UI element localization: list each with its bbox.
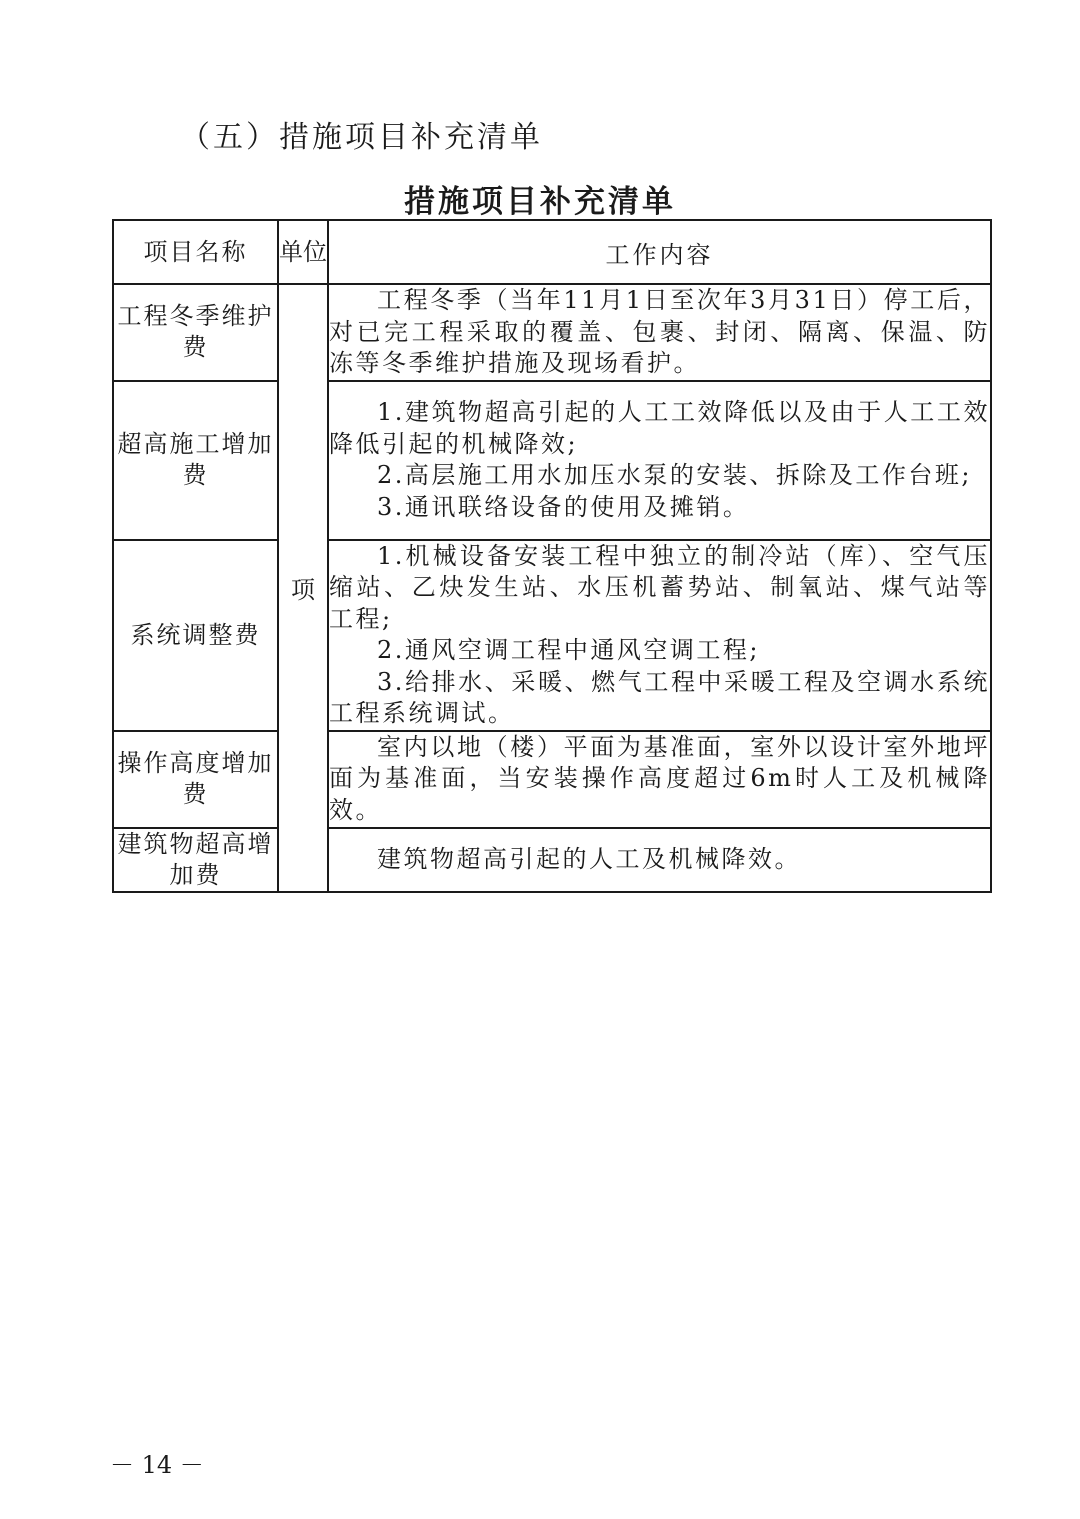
row-content <box>328 284 991 381</box>
content-paragraph: 室内以地（楼）平面为基准面，室外以设计室外地坪面为基准面，当安装操作高度超过6m时人工及机械降效。 <box>329 732 990 824</box>
row-content <box>328 731 991 828</box>
row-name: 系统调整费 <box>113 540 278 731</box>
content-paragraph: 工程冬季（当年11月1日至次年3月31日）停工后，对已完工程采取的覆盖、包裹、封闭、隔离、保温、防冻等冬季维护措施及现场看护。 <box>329 286 990 377</box>
row-content <box>328 381 991 540</box>
table-row <box>113 828 991 892</box>
row-name: 超高施工增加费 <box>113 381 278 540</box>
table-row <box>113 284 991 381</box>
table-row <box>113 731 991 828</box>
table-row <box>113 540 991 731</box>
row-name: 建筑物超高增加费 <box>113 828 278 892</box>
row-content <box>328 540 991 731</box>
header-unit: 单位 <box>279 237 327 266</box>
content-paragraph: 3.通讯联络设备的使用及摊销。 <box>377 492 750 521</box>
section-heading: （五）措施项目补充清单 <box>180 120 543 155</box>
content-paragraph: 3.给排水、采暖、燃气工程中采暖工程及空调水系统工程系统调试。 <box>329 667 990 727</box>
content-paragraph: 2.通风空调工程中通风空调工程; <box>377 636 760 664</box>
unit-cell: 项 <box>278 284 328 892</box>
header-work-content: 工作内容 <box>328 220 991 284</box>
content-paragraph: 1.建筑物超高引起的人工工效降低以及由于人工工效降低引起的机械降效; <box>329 398 990 458</box>
content-paragraph: 1.机械设备安装工程中独立的制冷站（库）、空气压缩站、乙炔发生站、水压机蓄势站、制氧站、煤气站等工程; <box>329 541 990 633</box>
row-content <box>328 828 991 892</box>
page-number: － 14 － <box>110 1451 204 1479</box>
row-name: 操作高度增加费 <box>113 731 278 828</box>
row-name: 工程冬季维护费 <box>113 284 278 381</box>
table-title: 措施项目补充清单 <box>404 184 676 220</box>
header-unit-cell <box>278 220 328 284</box>
measures-table <box>112 219 992 893</box>
table-row <box>113 381 991 540</box>
content-paragraph: 建筑物超高引起的人工及机械降效。 <box>377 844 801 873</box>
content-paragraph: 2.高层施工用水加压水泵的安装、拆除及工作台班; <box>377 461 972 489</box>
header-project-name: 项目名称 <box>113 220 278 284</box>
table-header-row <box>113 220 991 284</box>
